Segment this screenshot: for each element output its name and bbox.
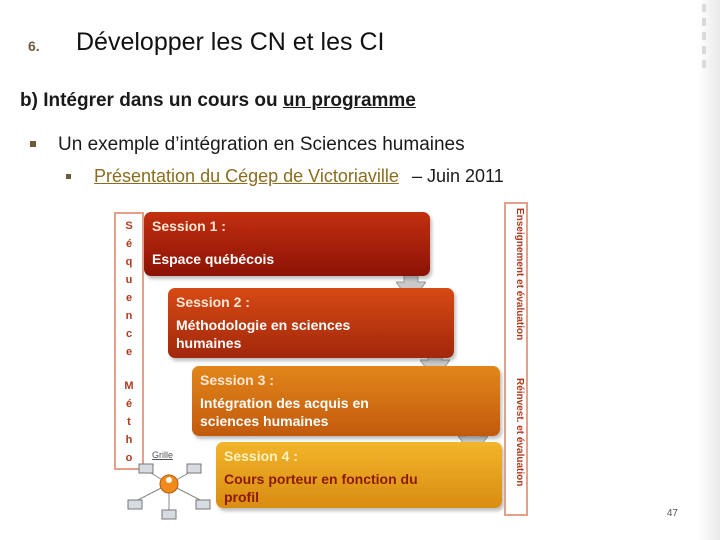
session-heading: Session 3 : — [200, 372, 274, 388]
session-4-box — [216, 442, 502, 508]
vertical-letter: o — [125, 452, 133, 464]
vertical-letter: S — [125, 220, 133, 232]
edge-dash — [702, 46, 706, 54]
vertical-letter: M — [124, 380, 134, 392]
vertical-letter: q — [125, 256, 133, 268]
presentation-link[interactable]: Présentation du Cégep de Victoriaville — [94, 166, 399, 186]
grille-link[interactable]: Grille — [152, 450, 174, 460]
vertical-letter: e — [125, 292, 133, 304]
bullet-marker — [30, 141, 36, 147]
vertical-letter: c — [125, 328, 133, 340]
vertical-label-top: Enseignement et évaluation — [514, 208, 525, 341]
session-3-box — [192, 366, 500, 436]
vertical-letter: n — [125, 310, 133, 322]
session-body: humaines — [176, 335, 242, 351]
session-diagram — [110, 202, 534, 522]
vertical-label-bottom: Réinvest. et évaluation — [514, 378, 525, 487]
vertical-letter: é — [125, 398, 133, 410]
right-decorative-edge — [698, 0, 720, 540]
session-heading: Session 2 : — [176, 294, 250, 310]
session-body: profil — [224, 489, 259, 505]
slide-title: Développer les CN et les CI — [76, 28, 385, 56]
session-1-box — [144, 212, 430, 276]
session-body: Intégration des acquis en — [200, 395, 369, 411]
bullet-date-text: – Juin 2011 — [412, 166, 504, 186]
session-heading: Session 1 : — [152, 218, 226, 234]
vertical-letter: é — [125, 238, 133, 250]
page-number: 47 — [666, 508, 678, 519]
session-body: Cours porteur en fonction du — [224, 471, 418, 487]
session-heading: Session 4 : — [224, 448, 298, 464]
subtitle-underlined-text: un programme — [282, 90, 416, 111]
vertical-letter: u — [125, 274, 133, 286]
session-body: sciences humaines — [200, 413, 329, 429]
evaluation-side-box — [504, 202, 528, 516]
edge-dash — [702, 4, 706, 12]
vertical-letter: t — [127, 416, 131, 428]
slide-section-number: 6. — [28, 38, 40, 54]
session-body: Méthodologie en sciences — [176, 317, 351, 333]
vertical-letter: e — [125, 346, 133, 358]
edge-dash — [702, 32, 706, 40]
session-body: Espace québécois — [152, 251, 275, 267]
subtitle-text: b) Intégrer dans un cours ou — [20, 90, 283, 111]
bullet-text: Un exemple d’intégration en Sciences humaines — [58, 134, 465, 155]
bullet-marker — [66, 174, 71, 179]
network-illustration-icon — [124, 462, 214, 520]
vertical-letter: h — [125, 434, 133, 446]
session-2-box — [168, 288, 454, 358]
slide-subtitle — [20, 90, 416, 112]
sequence-method-box — [114, 212, 144, 470]
edge-dash — [702, 18, 706, 26]
edge-dash — [702, 60, 706, 68]
